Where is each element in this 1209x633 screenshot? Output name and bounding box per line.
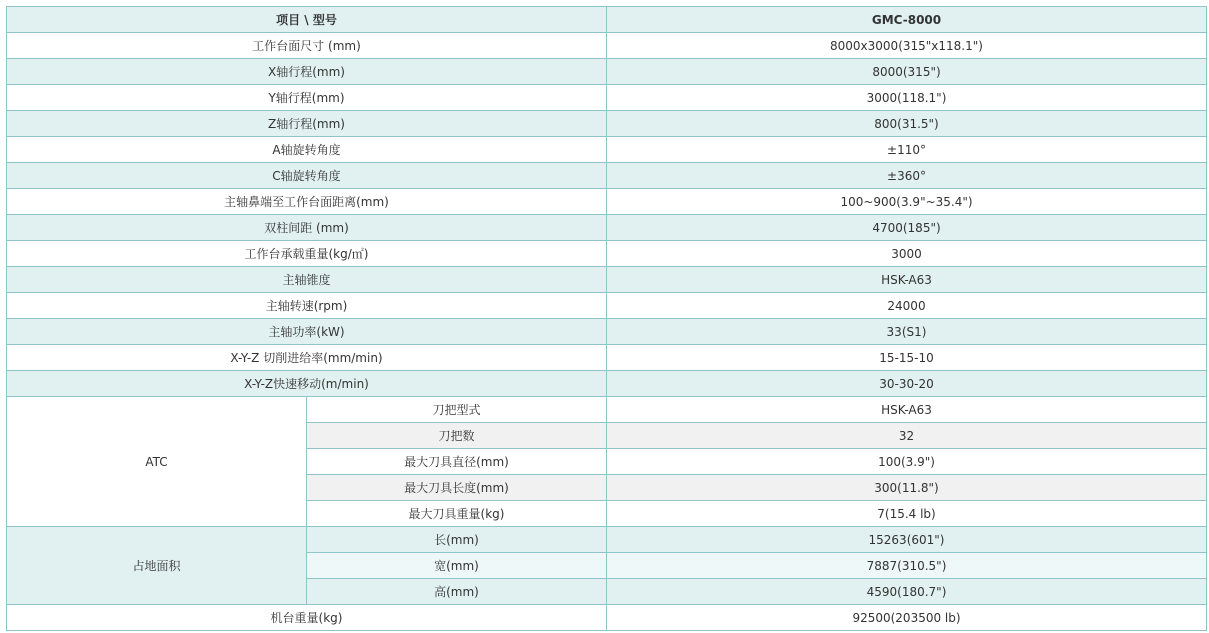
row-value: 24000 (607, 293, 1207, 319)
row-value: 7(15.4 lb) (607, 501, 1207, 527)
row-label: 主轴功率(kW) (7, 319, 607, 345)
table-row (7, 189, 1207, 215)
row-value: HSK-A63 (607, 267, 1207, 293)
spec-table (6, 6, 1207, 631)
table-row (7, 293, 1207, 319)
table-row (7, 137, 1207, 163)
row-value: 300(11.8") (607, 475, 1207, 501)
table-row (7, 605, 1207, 631)
row-label: 高(mm) (307, 579, 607, 605)
table-header-row (7, 7, 1207, 33)
row-label: C轴旋转角度 (7, 163, 607, 189)
row-label: 工作台面尺寸 (mm) (7, 33, 607, 59)
row-label: 最大刀具重量(kg) (307, 501, 607, 527)
row-value: 8000x3000(315"x118.1") (607, 33, 1207, 59)
footprint-group-label: 占地面积 (7, 527, 307, 605)
row-value: 100(3.9") (607, 449, 1207, 475)
row-label: A轴旋转角度 (7, 137, 607, 163)
row-value: 15-15-10 (607, 345, 1207, 371)
row-label: 工作台承载重量(kg/㎡) (7, 241, 607, 267)
row-value: 4700(185") (607, 215, 1207, 241)
table-row (7, 319, 1207, 345)
table-row (7, 85, 1207, 111)
weight-label: 机台重量(kg) (7, 605, 607, 631)
row-value: 30-30-20 (607, 371, 1207, 397)
table-row (7, 527, 1207, 553)
row-value: 3000(118.1") (607, 85, 1207, 111)
table-row (7, 371, 1207, 397)
table-row (7, 215, 1207, 241)
row-label: 双柱间距 (mm) (7, 215, 607, 241)
row-label: 主轴鼻端至工作台面距离(mm) (7, 189, 607, 215)
row-label: 主轴锥度 (7, 267, 607, 293)
row-value: 8000(315") (607, 59, 1207, 85)
row-value: 800(31.5") (607, 111, 1207, 137)
row-label: 宽(mm) (307, 553, 607, 579)
table-row (7, 345, 1207, 371)
row-label: 刀把数 (307, 423, 607, 449)
row-label: Y轴行程(mm) (7, 85, 607, 111)
row-label: X-Y-Z快速移动(m/min) (7, 371, 607, 397)
table-row (7, 267, 1207, 293)
header-label: 项目 \ 型号 (7, 7, 607, 33)
row-label: 主轴转速(rpm) (7, 293, 607, 319)
row-value: 33(S1) (607, 319, 1207, 345)
table-row (7, 33, 1207, 59)
weight-value: 92500(203500 lb) (607, 605, 1207, 631)
row-label: 最大刀具长度(mm) (307, 475, 607, 501)
row-label: 长(mm) (307, 527, 607, 553)
row-label: 最大刀具直径(mm) (307, 449, 607, 475)
row-label: X轴行程(mm) (7, 59, 607, 85)
table-row (7, 111, 1207, 137)
header-model: GMC-8000 (607, 7, 1207, 33)
row-value: 32 (607, 423, 1207, 449)
table-row (7, 163, 1207, 189)
row-value: 15263(601") (607, 527, 1207, 553)
row-label: Z轴行程(mm) (7, 111, 607, 137)
atc-group-label: ATC (7, 397, 307, 527)
table-row (7, 397, 1207, 423)
row-value: 4590(180.7") (607, 579, 1207, 605)
row-label: 刀把型式 (307, 397, 607, 423)
row-label: X-Y-Z 切削进给率(mm/min) (7, 345, 607, 371)
row-value: HSK-A63 (607, 397, 1207, 423)
row-value: 7887(310.5") (607, 553, 1207, 579)
row-value: 3000 (607, 241, 1207, 267)
table-row (7, 241, 1207, 267)
row-value: ±110° (607, 137, 1207, 163)
row-value: ±360° (607, 163, 1207, 189)
table-row (7, 59, 1207, 85)
row-value: 100~900(3.9"~35.4") (607, 189, 1207, 215)
